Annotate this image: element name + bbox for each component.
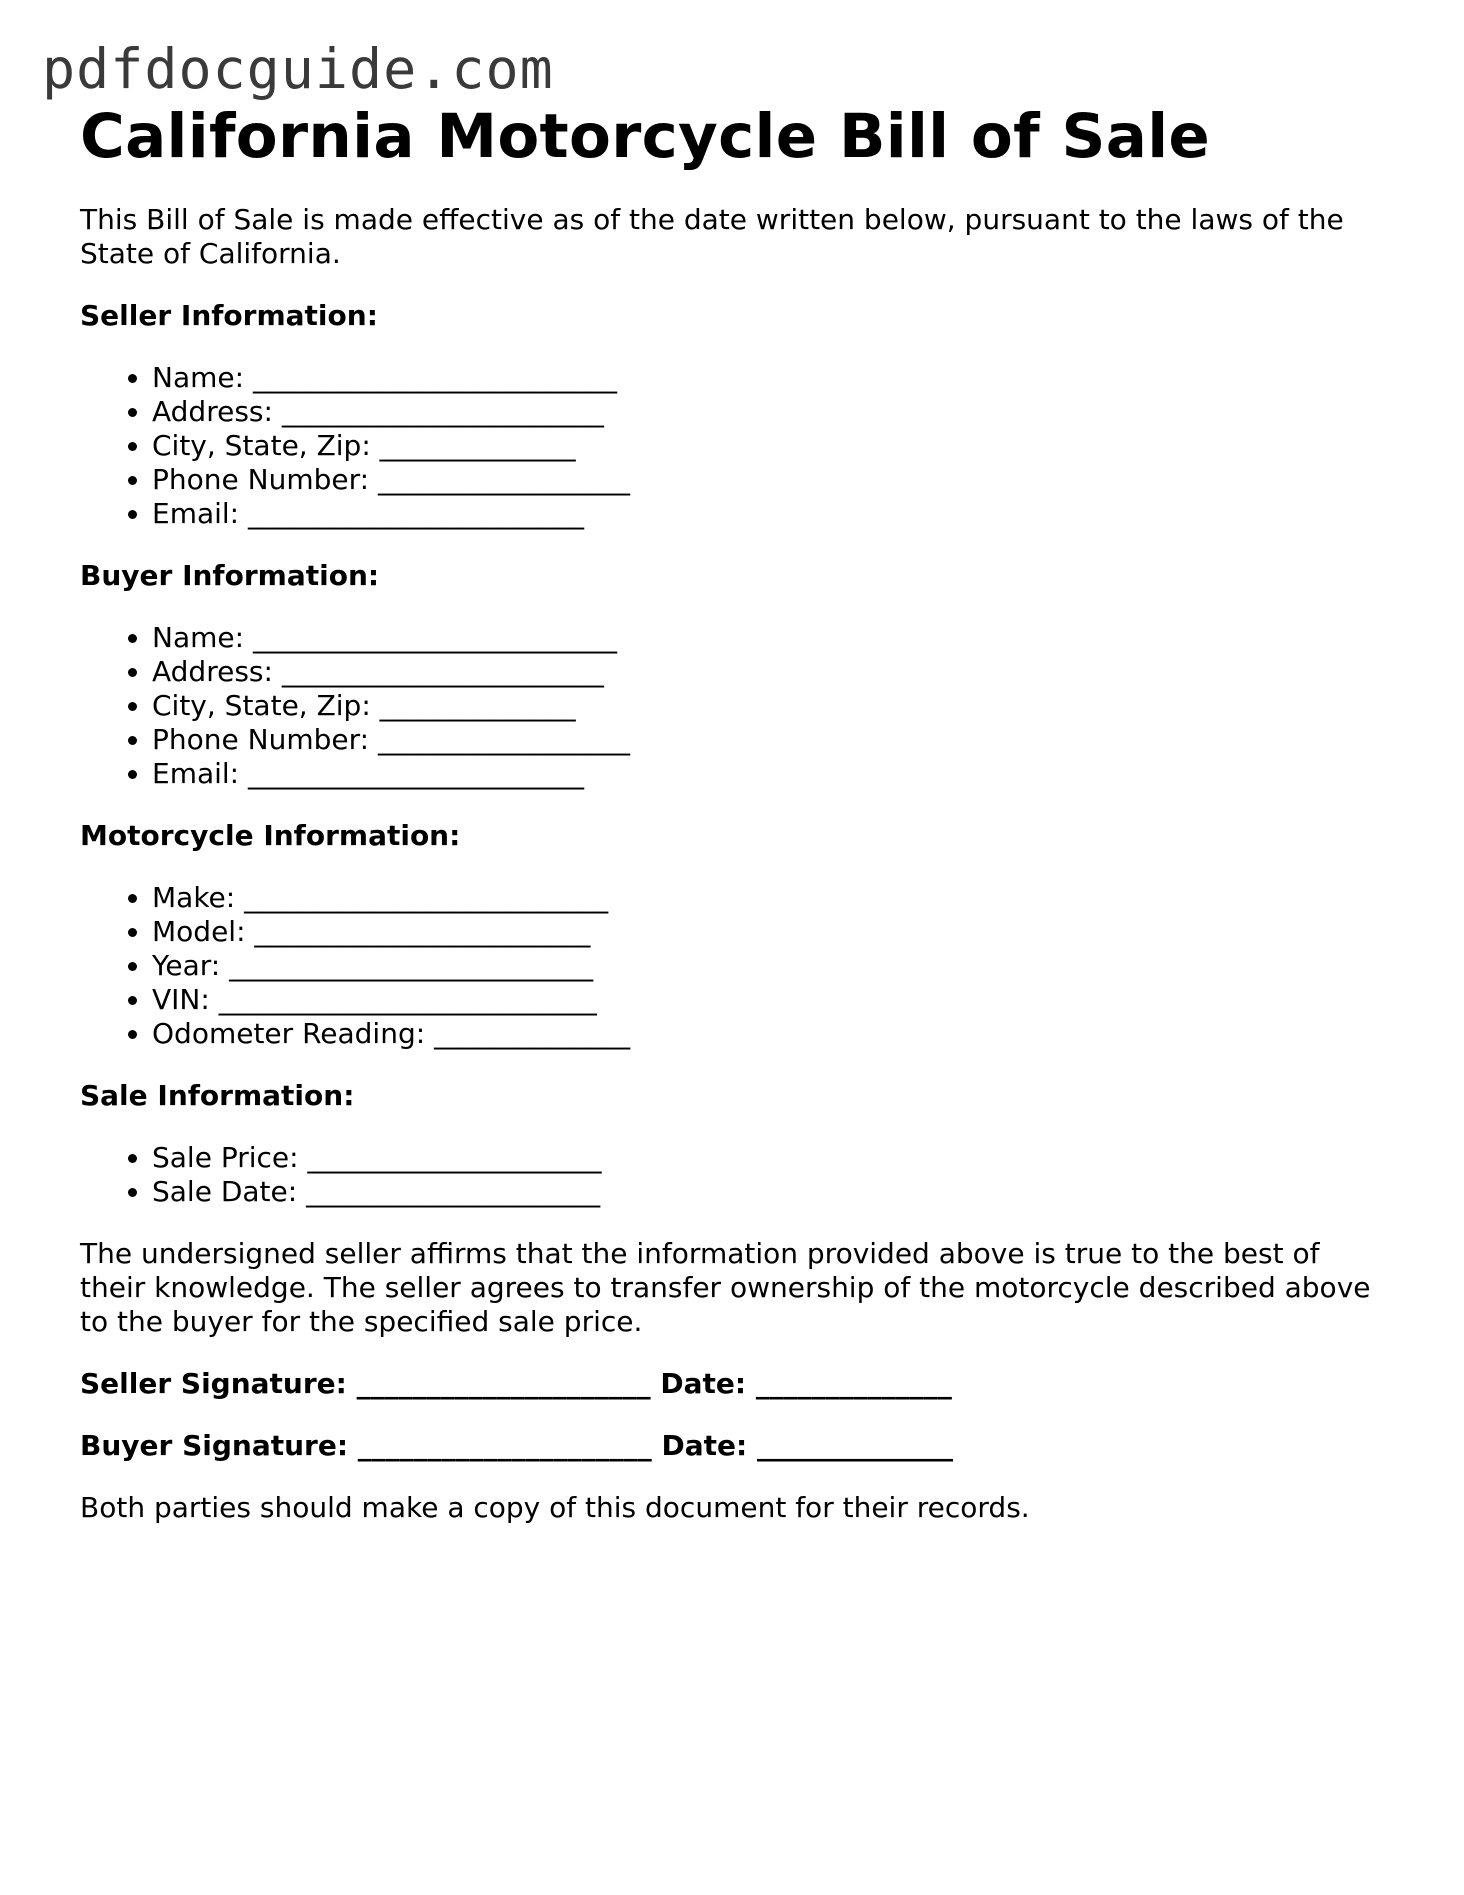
intro-paragraph: This Bill of Sale is made effective as of the date written below, pursuant to the laws of the State of California. xyxy=(80,203,1344,271)
document-title: California Motorcycle Bill of Sale xyxy=(80,101,1211,172)
buyer-city-state-zip-field: • City, State, Zip: ______________ xyxy=(152,689,1390,723)
seller-address-field: • Address: _______________________ xyxy=(152,395,1390,429)
buyer-email-field: • Email: ________________________ xyxy=(152,757,1390,791)
buyer-address-field: • Address: _______________________ xyxy=(152,655,1390,689)
seller-section-heading: Seller Information: xyxy=(80,299,378,333)
buyer-field-list xyxy=(80,621,1390,791)
seller-name-field: • Name: __________________________ xyxy=(152,361,1390,395)
motorcycle-section-heading: Motorcycle Information: xyxy=(80,819,461,853)
sale-date-field: • Sale Date: _____________________ xyxy=(152,1175,1390,1209)
site-watermark: pdfdocguide.com xyxy=(42,37,554,101)
sale-section-heading: Sale Information: xyxy=(80,1079,355,1113)
motorcycle-model-field: • Model: ________________________ xyxy=(152,915,1390,949)
affirmation-paragraph: The undersigned seller affirms that the information provided above is true to the best of their knowledge. The seller agrees to transfer ownership of the motorcycle described above to the buyer for the specified sale price. xyxy=(80,1237,1371,1339)
buyer-phone-field: • Phone Number: __________________ xyxy=(152,723,1390,757)
motorcycle-vin-field: • VIN: ___________________________ xyxy=(152,983,1390,1017)
seller-city-state-zip-field: • City, State, Zip: ______________ xyxy=(152,429,1390,463)
motorcycle-field-list xyxy=(80,881,1390,1051)
seller-phone-field: • Phone Number: __________________ xyxy=(152,463,1390,497)
seller-email-field: • Email: ________________________ xyxy=(152,497,1390,531)
sale-price-field: • Sale Price: _____________________ xyxy=(152,1141,1390,1175)
motorcycle-odometer-field: • Odometer Reading: ______________ xyxy=(152,1017,1390,1051)
sale-field-list xyxy=(80,1141,1390,1209)
buyer-name-field: • Name: __________________________ xyxy=(152,621,1390,655)
footer-note: Both parties should make a copy of this document for their records. xyxy=(80,1491,1030,1525)
motorcycle-year-field: • Year: __________________________ xyxy=(152,949,1390,983)
seller-signature-line: Seller Signature: _____________________ Date: ______________ xyxy=(80,1367,952,1401)
seller-field-list xyxy=(80,361,1390,531)
document-body xyxy=(80,100,1390,1525)
buyer-section-heading: Buyer Information: xyxy=(80,559,380,593)
buyer-signature-line: Buyer Signature: _____________________ Date: ______________ xyxy=(80,1429,953,1463)
motorcycle-make-field: • Make: __________________________ xyxy=(152,881,1390,915)
